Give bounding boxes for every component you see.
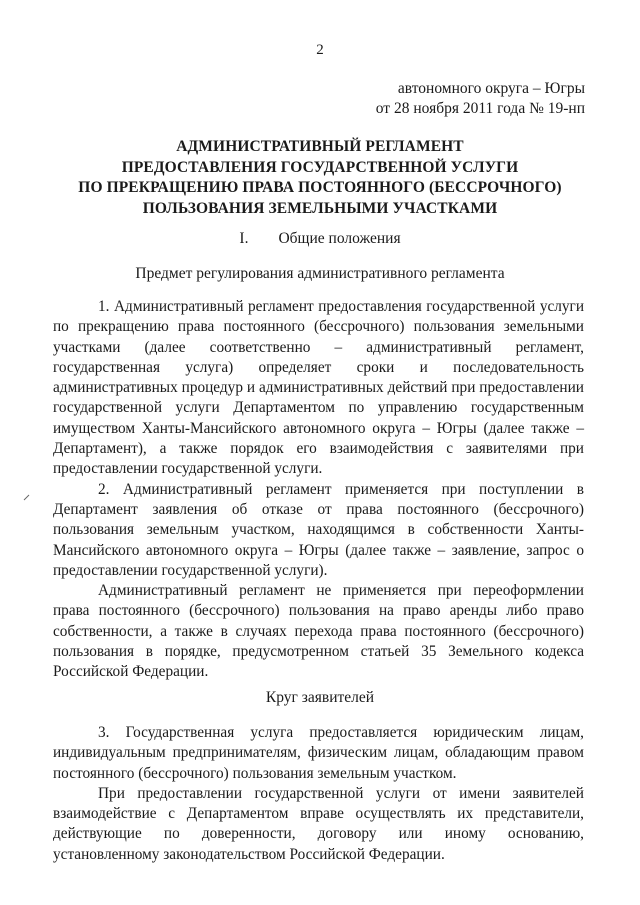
paragraph-3: Административный регламент не применяется при переоформлении права постоянного (бессрочного) пользования на право аренды либо право собственности, а также в случаях перехода права постоянного (бессрочного) пользования в порядке, предусмотренном статьей 35 Земельного кодекса Российской Федерации.	[53, 582, 584, 681]
paragraph-5: При предоставлении государственной услуги от имени заявителей взаимодействие с Департаментом вправе осуществлять их представители, действующие по доверенности, договору или иному основанию, установленному законодательством Российской Федерации.	[53, 784, 584, 863]
header-reference-line-1: автономного округа – Югры	[397, 80, 585, 97]
paragraph-1: 1. Административный регламент предоставления государственной услуги по прекращению права постоянного (бессрочного) пользования земельными участками (далее соответственно – административный регламент, государственная услуга) определяет сроки и последовательность административных процедур и административных действий при предоставлении государственной услуги Департаментом по управлению государственным имуществом Ханты-Мансийского автономного округа – Югры (далее также – Департамент), а также порядок его взаимодействия с заявителями при предоставлении государственной услуги.	[53, 298, 584, 478]
margin-pen-mark	[22, 492, 32, 502]
title-line-1: АДМИНИСТРАТИВНЫЙ РЕГЛАМЕНТ	[176, 138, 464, 155]
title-line-3: ПО ПРЕКРАЩЕНИЮ ПРАВА ПОСТОЯННОГО (БЕССРОЧНОГО)	[78, 179, 562, 196]
title-line-2: ПРЕДОСТАВЛЕНИЯ ГОСУДАРСТВЕННОЙ УСЛУГИ	[121, 158, 519, 176]
subheading-subject: Предмет регулирования административного регламента	[135, 265, 505, 282]
header-reference-line-2: от 28 ноября 2011 года № 19-нп	[375, 100, 585, 117]
section-heading	[0, 229, 640, 249]
title-line-4: ПОЛЬЗОВАНИЯ ЗЕМЕЛЬНЫМИ УЧАСТКАМИ	[142, 199, 498, 217]
subheading-applicants: Круг заявителей	[265, 689, 375, 706]
header-reference	[376, 79, 585, 119]
page-number: 2	[316, 42, 324, 58]
section-title: Общие положения	[278, 230, 401, 247]
paragraph-group-applicants	[53, 723, 584, 865]
document-title	[0, 137, 640, 219]
paragraph-group-general	[53, 297, 584, 683]
section-number: I.	[239, 230, 249, 247]
paragraph-4: 3. Государственная услуга предоставляется юридическим лицам, индивидуальным предпринимателям, физическим лицам, обладающим правом постоянного (бессрочного) пользования земельным участком.	[53, 724, 584, 782]
paragraph-2: 2. Административный регламент применяется при поступлении в Департамент заявления об отказе от права постоянного (бессрочного) пользования земельным участком, находящимся в собственности Ханты-Мансийского автономного округа – Югры (далее также – заявление, запрос о предоставлении государственной услуги).	[53, 480, 584, 579]
